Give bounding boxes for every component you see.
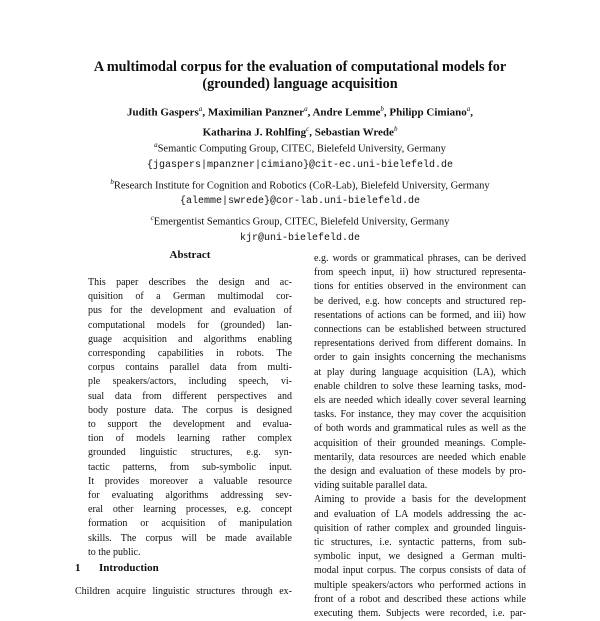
affiliation-email: {jgaspers|mpanzner|cimiano}@cit-ec.uni-bielefeld.de bbox=[146, 159, 454, 171]
body-line: e.g. words or grammatical phrases, can be derived bbox=[314, 253, 526, 264]
body-line: viding suitable parallel data. bbox=[314, 480, 428, 492]
abstract-line: grounded linguistic structures, e.g. syn- bbox=[88, 447, 292, 459]
author-sep: , bbox=[307, 106, 313, 119]
author-affil-mark: b bbox=[393, 124, 398, 133]
section-title: Introduction bbox=[99, 562, 159, 574]
body-line: multiple speakers/actors who performed actions in bbox=[314, 579, 526, 591]
author-sep: , bbox=[383, 106, 390, 119]
body-line: Aiming to provide a basis for the development bbox=[314, 494, 526, 506]
body-line: acquisition of their grounded meanings. Comple- bbox=[314, 437, 526, 449]
abstract-line: for evaluating algorithms addressing sev- bbox=[88, 490, 292, 502]
affiliation-text: Research Institute for Cognition and Robotics (CoR-Lab), Bielefeld University, Germany bbox=[113, 180, 490, 191]
abstract-line: ple speakers/actors, including speech, vi- bbox=[88, 376, 292, 388]
affiliation bbox=[60, 210, 540, 231]
body-line: mentarily, data resources are needed which enable bbox=[314, 451, 526, 463]
body-line: modal input corpus. The corpus consists of data of bbox=[314, 565, 526, 577]
right-column-body bbox=[314, 252, 526, 621]
title-line: (grounded) language acquisition bbox=[202, 76, 398, 92]
body-line: order to gain insights concerning the mechanisms bbox=[314, 352, 526, 364]
abstract-line: corresponding capabilities in robots. The bbox=[88, 348, 292, 360]
body-line: representations derived from different domains. In bbox=[314, 338, 526, 350]
abstract-line: to the public. bbox=[88, 546, 141, 558]
author-list bbox=[60, 101, 540, 140]
author-affil-mark: b bbox=[380, 105, 384, 113]
body-line: at play during language acquisition (LA), which bbox=[314, 366, 526, 378]
affiliation-mark: a bbox=[154, 141, 158, 149]
section-heading bbox=[75, 562, 159, 574]
abstract-heading: Abstract bbox=[169, 249, 211, 261]
body-line: tasks. For instance, they may cover the acquisition bbox=[314, 409, 526, 421]
affiliation-mark: b bbox=[110, 177, 114, 186]
author-name: Maximilian Panzner bbox=[207, 106, 305, 119]
abstract-line: corpus contains parallel data from multi- bbox=[88, 362, 292, 374]
author-name: Sebastian Wrede bbox=[314, 126, 394, 139]
intro-line: Children acquire linguistic structures through ex- bbox=[75, 586, 292, 597]
affiliation-text: Emergentist Semantics Group, CITEC, Bielefeld University, Germany bbox=[153, 216, 450, 228]
author-affil-mark: c bbox=[306, 124, 310, 133]
body-line: resentations of actions can be formed, and iii) how bbox=[314, 309, 526, 321]
body-line: tions for entities observed in the environment can bbox=[314, 281, 526, 293]
abstract-body bbox=[88, 276, 292, 560]
title-line: A multimodal corpus for the evaluation of computational models for bbox=[93, 59, 507, 75]
affiliation bbox=[60, 137, 540, 158]
abstract-line: It provides moreover a valuable resource bbox=[88, 475, 292, 487]
author-sep: , bbox=[309, 126, 315, 139]
abstract-line: eral other learning processes, e.g. concept bbox=[88, 504, 292, 516]
author-sep: , bbox=[470, 106, 473, 119]
abstract-line: skills. The corpus will be made available bbox=[88, 532, 292, 544]
body-line: of both words and grammatical rules as well as the bbox=[314, 423, 526, 435]
affiliation bbox=[60, 174, 540, 195]
abstract-line: body posture data. The corpus is designed bbox=[88, 404, 292, 416]
body-line: tic structures, i.e. syntactic patterns, from sub- bbox=[314, 537, 526, 549]
body-line: and evaluation of LA models addressing the ac- bbox=[314, 508, 526, 520]
body-line: executing them. Subjects were recorded, i.e. par- bbox=[314, 608, 526, 620]
body-line: symbolic input, we designed a German multi- bbox=[314, 551, 526, 563]
author-sep: , bbox=[202, 106, 208, 119]
paper-title bbox=[60, 59, 540, 93]
author-affil-mark: a bbox=[466, 105, 471, 113]
author-name: Judith Gaspers bbox=[127, 106, 199, 119]
affiliation-email: {alemme|swrede}@cor-lab.uni-bielefeld.de bbox=[179, 196, 421, 207]
body-line: from speech input, ii) how structured representa- bbox=[314, 267, 526, 279]
author-name: Philipp Cimiano bbox=[389, 106, 467, 119]
body-line: be derived, e.g. how concepts and structured rep- bbox=[314, 295, 526, 307]
abstract-line: formation or acquisition of manipulation bbox=[88, 518, 292, 530]
author-affil-mark: a bbox=[304, 105, 308, 113]
body-line: els are needed which ideally cover several learning bbox=[314, 395, 526, 407]
author-name: Katharina J. Rohlfing bbox=[202, 126, 307, 139]
abstract-line: tion of models learning rather complex bbox=[88, 433, 292, 445]
affiliation-email: kjr@uni-bielefeld.de bbox=[239, 232, 361, 244]
abstract-line: tactic patterns, from sub-symbolic input. bbox=[88, 461, 292, 473]
abstract-line: computational models for (grounded) lan- bbox=[88, 319, 292, 331]
abstract-line: sual data from different perspectives and bbox=[88, 390, 292, 402]
body-line: the design and evaluation of these models by pro- bbox=[314, 466, 526, 478]
abstract-line: This paper describes the design and ac- bbox=[88, 277, 292, 288]
body-line: front of a robot and described these actions while bbox=[314, 593, 526, 605]
abstract-line: pus for the development and evaluation of bbox=[88, 305, 292, 317]
affiliations bbox=[60, 137, 540, 247]
body-line: quisition of rather complex and grounded linguis- bbox=[314, 522, 526, 534]
abstract-line: to support the development and evalua- bbox=[88, 419, 292, 431]
author-line bbox=[60, 101, 540, 121]
affiliation-text: Semantic Computing Group, CITEC, Bielefeld University, Germany bbox=[157, 143, 446, 155]
body-line: enable children to solve these learning tasks, mod- bbox=[314, 380, 526, 392]
section-number: 1 bbox=[75, 562, 81, 574]
abstract-line: quisition of a German multimodal cor- bbox=[88, 291, 292, 303]
body-line: connections can be established between structured bbox=[314, 324, 526, 336]
abstract-line: guage acquisition and algorithms enabling bbox=[88, 333, 292, 345]
author-affil-mark: a bbox=[198, 105, 203, 113]
intro-body bbox=[75, 585, 292, 599]
author-name: Andre Lemme bbox=[312, 106, 381, 119]
affiliation-mark: c bbox=[150, 214, 154, 222]
